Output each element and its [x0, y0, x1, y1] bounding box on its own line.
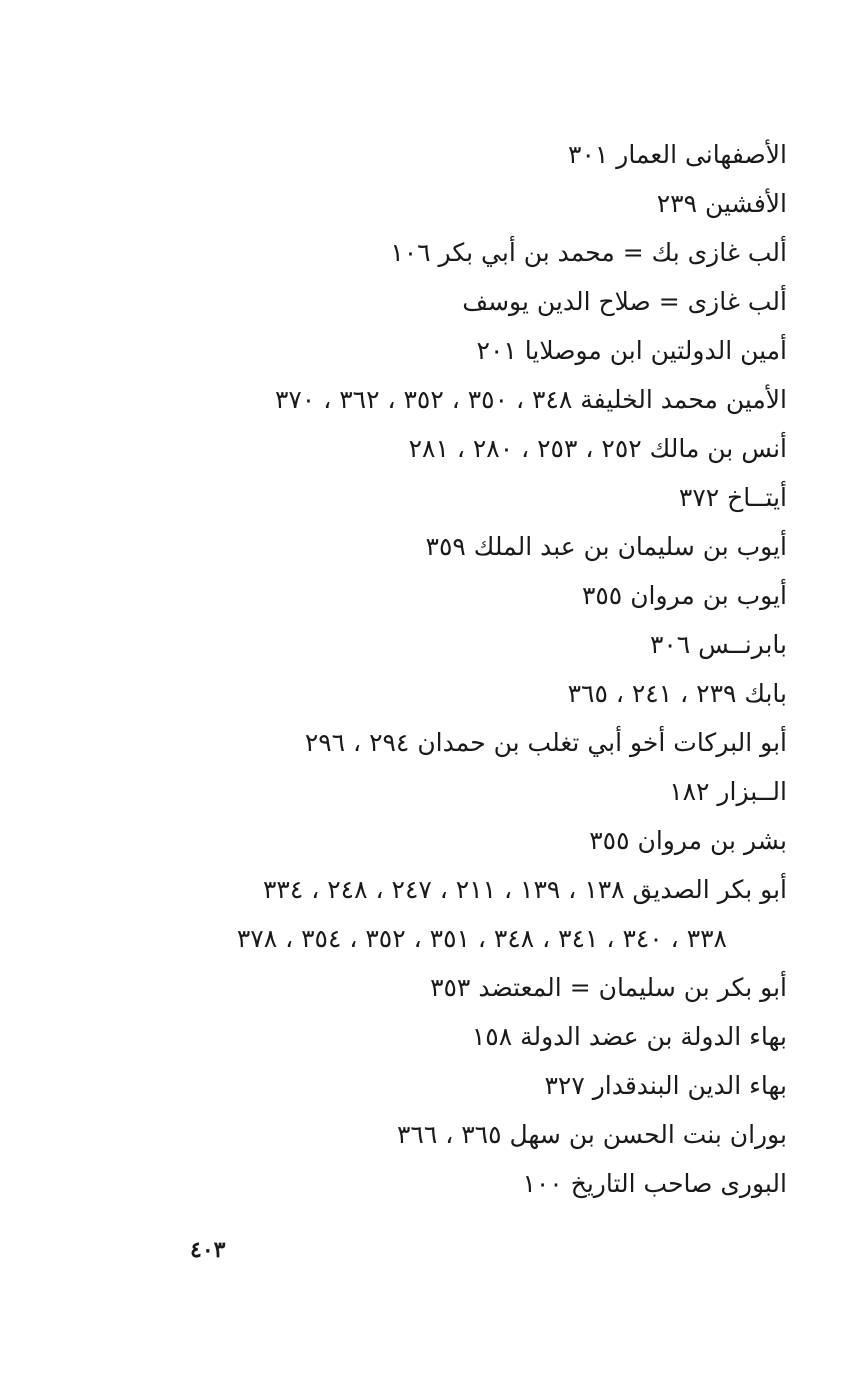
index-entry: ألب غازى = صلاح الدين يوسف: [462, 287, 787, 316]
page-number: ٤٠٣: [190, 1237, 226, 1263]
index-entry: أيوب بن مروان ٣٥٥: [581, 581, 787, 610]
index-entry: بوران بنت الحسن بن سهل ٣٦٥ ، ٣٦٦: [396, 1120, 787, 1149]
index-entry: الــبزار ١٨٢: [669, 777, 787, 806]
index-entry: البورى صاحب التاريخ ١٠٠: [522, 1169, 787, 1198]
index-entry: أبو البركات أخو أبي تغلب بن حمدان ٢٩٤ ، ٢٩٦: [304, 728, 787, 757]
index-entry: أبو بكر الصديق ١٣٨ ، ١٣٩ ، ٢١١ ، ٢٤٧ ، ٢٤٨ ، ٣٣٤: [262, 875, 787, 904]
index-entry: أيتــاخ ٣٧٢: [678, 483, 787, 512]
index-list: [87, 130, 787, 1208]
index-entry: أنس بن مالك ٢٥٢ ، ٢٥٣ ، ٢٨٠ ، ٢٨١: [408, 434, 787, 463]
index-entry: أمين الدولتين ابن موصلايا ٢٠١: [476, 336, 787, 365]
index-entry: بهاء الدولة بن عضد الدولة ١٥٨: [471, 1022, 787, 1051]
index-entry-continuation: ٣٣٨ ، ٣٤٠ ، ٣٤١ ، ٣٤٨ ، ٣٥١ ، ٣٥٢ ، ٣٥٤ ، ٣٧٨: [236, 924, 727, 953]
index-entry: أبو بكر بن سليمان = المعتضد ٣٥٣: [430, 973, 787, 1002]
index-entry: بشر بن مروان ٣٥٥: [589, 826, 787, 855]
index-entry: بهاء الدين البندقدار ٣٢٧: [544, 1071, 787, 1100]
index-entry: الأمين محمد الخليفة ٣٤٨ ، ٣٥٠ ، ٣٥٢ ، ٣٦٢ ، ٣٧٠: [274, 385, 787, 414]
index-entry: بابرنــس ٣٠٦: [649, 630, 787, 659]
index-entry: الأصفهانى العمار ٣٠١: [568, 140, 787, 169]
index-entry: أيوب بن سليمان بن عبد الملك ٣٥٩: [425, 532, 787, 561]
index-entry: ألب غازى بك = محمد بن أبي بكر ١٠٦: [390, 238, 787, 267]
index-entry: بابك ٢٣٩ ، ٢٤١ ، ٣٦٥: [567, 679, 787, 708]
index-entry: الأفشين ٢٣٩: [656, 189, 787, 218]
